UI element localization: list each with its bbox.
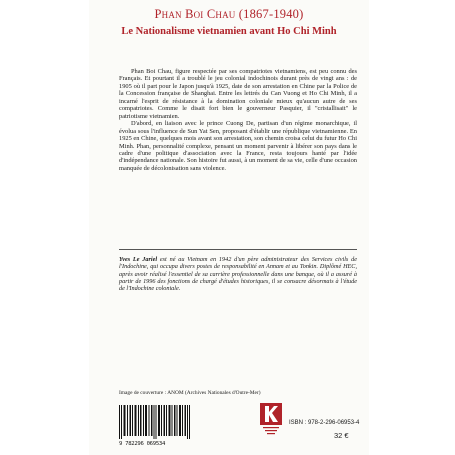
- isbn: ISBN : 978-2-296-06953-4: [289, 420, 360, 426]
- summary-paragraph: Phan Boi Chau, figure respectée par ses compatriotes vietnamiens, est peu connu des Français. Et pourtant il a troublé le jeu colonial indochinois durant près de vingt ans : de 1905 où il part pour le Japon jusqu'à 1925, date de son arrestation en Chine par la Police de la Concession française de Shanghai. Entre les lettrés du Can Vuong et Ho Chi Minh, il a incarné l'esprit de résistance à la domination coloniale mieux qu'aucun autre de ses compatriotes. Comme le disait fort bien le gouverneur Pasquier, il "cristallisait" le patriotisme vietnamien.: [119, 68, 357, 120]
- barcode-digits: 9 782296 069534: [119, 441, 166, 447]
- book-title: Phan Boi Chau (1867-1940): [154, 7, 304, 21]
- separator-line: [119, 249, 357, 250]
- summary-paragraph: D'abord, en liaison avec le prince Cuong De, partisan d'un régime monarchique, il évolua sous l'influence de Sun Yat Sen, proposant d'établir une république vietnamienne. En 1925 en Chine, quelques mois avant son arrestation, son chemin croisa celui du futur Ho Chi Minh. Phan, personnalité complexe, pensant un moment parvenir à libérer son pays dans le cadre d'une politique d'association avec la France, resta toujours hanté par l'idée d'indépendance nationale. Son histoire fut aussi, à un moment de sa vie, celle d'une occasion manquée de décolonisation sans violence.: [119, 120, 357, 172]
- summary-text: [119, 68, 357, 172]
- publisher-logo-icon: [260, 403, 282, 435]
- image-credit: Image de couverture : ANOM (Archives Nationales d'Outre-Mer): [119, 390, 261, 396]
- author-name: Yves Le Jariel: [119, 256, 158, 263]
- author-bio: [119, 256, 357, 292]
- author-bio-text: est né au Vietnam en 1942 d'un père administrateur des Services civils de l'Indochine, qui occupa divers postes de responsabilité en Annam et au Tonkin. Diplômé HEC, après avoir réalisé l'essentiel de sa carrière professionnelle dans une banque, où il a assuré à partir de 1996 des fonctions de chargé d'études historiques, il se consacre désormais à l'étude de l'Indochine coloniale.: [119, 256, 357, 293]
- price: 32 €: [334, 431, 349, 440]
- barcode-icon: [119, 405, 191, 439]
- book-subtitle: Le Nationalisme vietnamien avant Ho Chi Minh: [121, 26, 337, 37]
- back-cover: [89, 0, 369, 455]
